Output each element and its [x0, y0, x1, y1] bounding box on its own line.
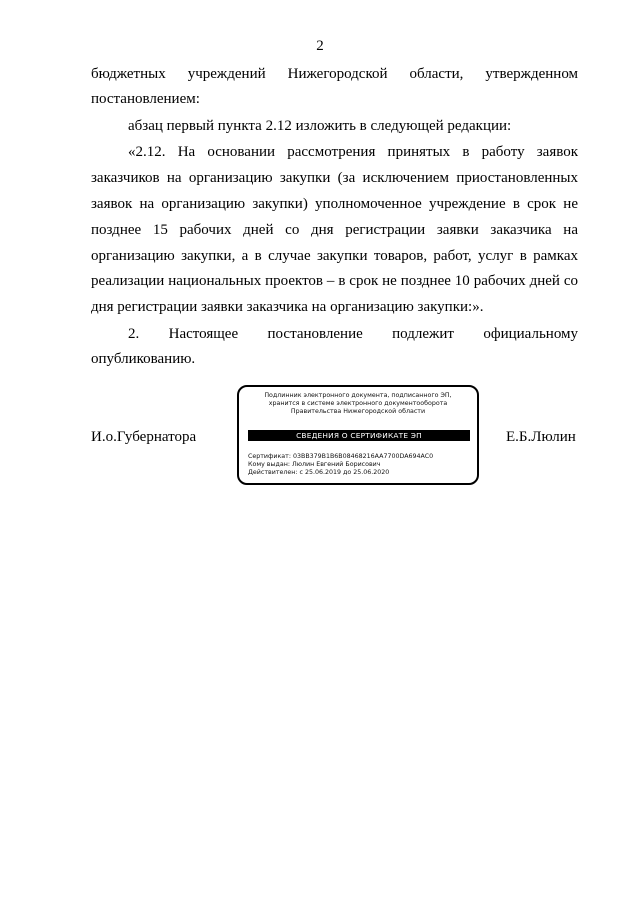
text-line-6: заявок на организацию закупки) уполномоченное учреждение в срок не [91, 196, 578, 212]
word: учреждений [187, 66, 266, 82]
electronic-signature-stamp [237, 385, 479, 485]
validity-label: Действителен: [248, 468, 298, 476]
word: утвержденном [485, 66, 579, 82]
word: Нижегородской [287, 66, 388, 82]
text-line-5: заказчиков на организацию закупки (за исключением приостановленных [91, 170, 578, 186]
stamp-notice-line: хранится в системе электронного документооборота [268, 400, 448, 407]
word: области, [409, 66, 464, 82]
certificate-row [248, 453, 474, 461]
text-line-7: позднее 15 рабочих дней со дня регистрации заявки заказчика на [91, 222, 578, 238]
certificate-value: 03BB379B1B6B08468216AA7700DA694AC0 [292, 453, 434, 460]
issued-to-row [248, 461, 474, 469]
word: подлежит [392, 326, 454, 342]
stamp-notice [239, 392, 477, 416]
stamp-notice-line: Подлинник электронного документа, подписанного ЭП, [264, 392, 452, 399]
text-line-12: опубликованию. [91, 351, 196, 367]
issued-to-value: Люлин Евгений Борисович [291, 460, 381, 468]
word: бюджетных [91, 66, 166, 82]
word: официальному [483, 326, 579, 342]
stamp-details [248, 453, 474, 476]
certificate-label: Сертификат: [248, 453, 291, 460]
validity-row [248, 469, 474, 477]
text-line-1 [91, 64, 578, 84]
text-line-9: реализации национальных проектов – в срок не позднее 10 рабочих дней со [91, 273, 578, 289]
page-number: 2 [316, 38, 324, 54]
text-line-11 [128, 324, 578, 344]
signatory-name: Е.Б.Люлин [506, 429, 576, 445]
text-line-3: абзац первый пункта 2.12 изложить в следующей редакции: [128, 118, 512, 134]
text-line-4: «2.12. На основании рассмотрения принятых в работу заявок [128, 144, 578, 160]
word: 2. [128, 326, 140, 342]
signatory-title: И.о.Губернатора [91, 429, 197, 445]
stamp-header: СВЕДЕНИЯ О СЕРТИФИКАТЕ ЭП [248, 430, 470, 441]
word: Настоящее [168, 326, 239, 342]
text-line-8: организацию закупки, а в случае закупки товаров, работ, услуг в рамках [91, 248, 578, 264]
issued-to-label: Кому выдан: [248, 460, 290, 468]
text-line-2: постановлением: [91, 91, 200, 107]
validity-value: с 25.06.2019 до 25.06.2020 [299, 468, 390, 476]
text-line-10: дня регистрации заявки заказчика на организацию закупки:». [91, 299, 484, 315]
stamp-notice-line: Правительства Нижегородской области [290, 408, 426, 415]
word: постановление [267, 326, 363, 342]
